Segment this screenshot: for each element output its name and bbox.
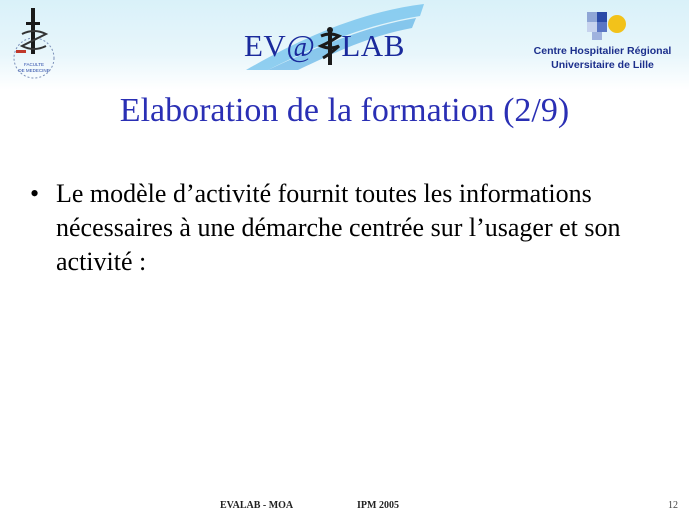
slide-title: Elaboration de la formation (2/9) — [119, 92, 570, 129]
footer-event: IPM 2005 — [357, 500, 399, 511]
chru-logo — [583, 10, 631, 44]
brand-left: EV@ — [244, 28, 316, 63]
faculty-logo-text: FACULTE — [24, 62, 44, 67]
svg-text:DE MEDECINE: DE MEDECINE — [18, 68, 50, 73]
bullet-text: Le modèle d’activité fournit toutes les informations nécessaires à une démarche centrée sur l’usager et son activité : — [56, 179, 621, 276]
institution-name — [520, 44, 685, 72]
brand-title — [244, 26, 405, 66]
institution-line-2: Universitaire de Lille — [551, 59, 654, 71]
institution-line-1: Centre Hospitalier Régional — [533, 45, 672, 57]
caduceus-icon — [317, 26, 343, 66]
faculty-logo — [8, 4, 60, 84]
footer-project: EVALAB - MOA — [220, 500, 294, 511]
bullet-marker: • — [30, 179, 40, 208]
brand-right: LAB — [341, 28, 405, 63]
page-number: 12 — [668, 500, 678, 511]
bullet-item — [30, 177, 680, 279]
